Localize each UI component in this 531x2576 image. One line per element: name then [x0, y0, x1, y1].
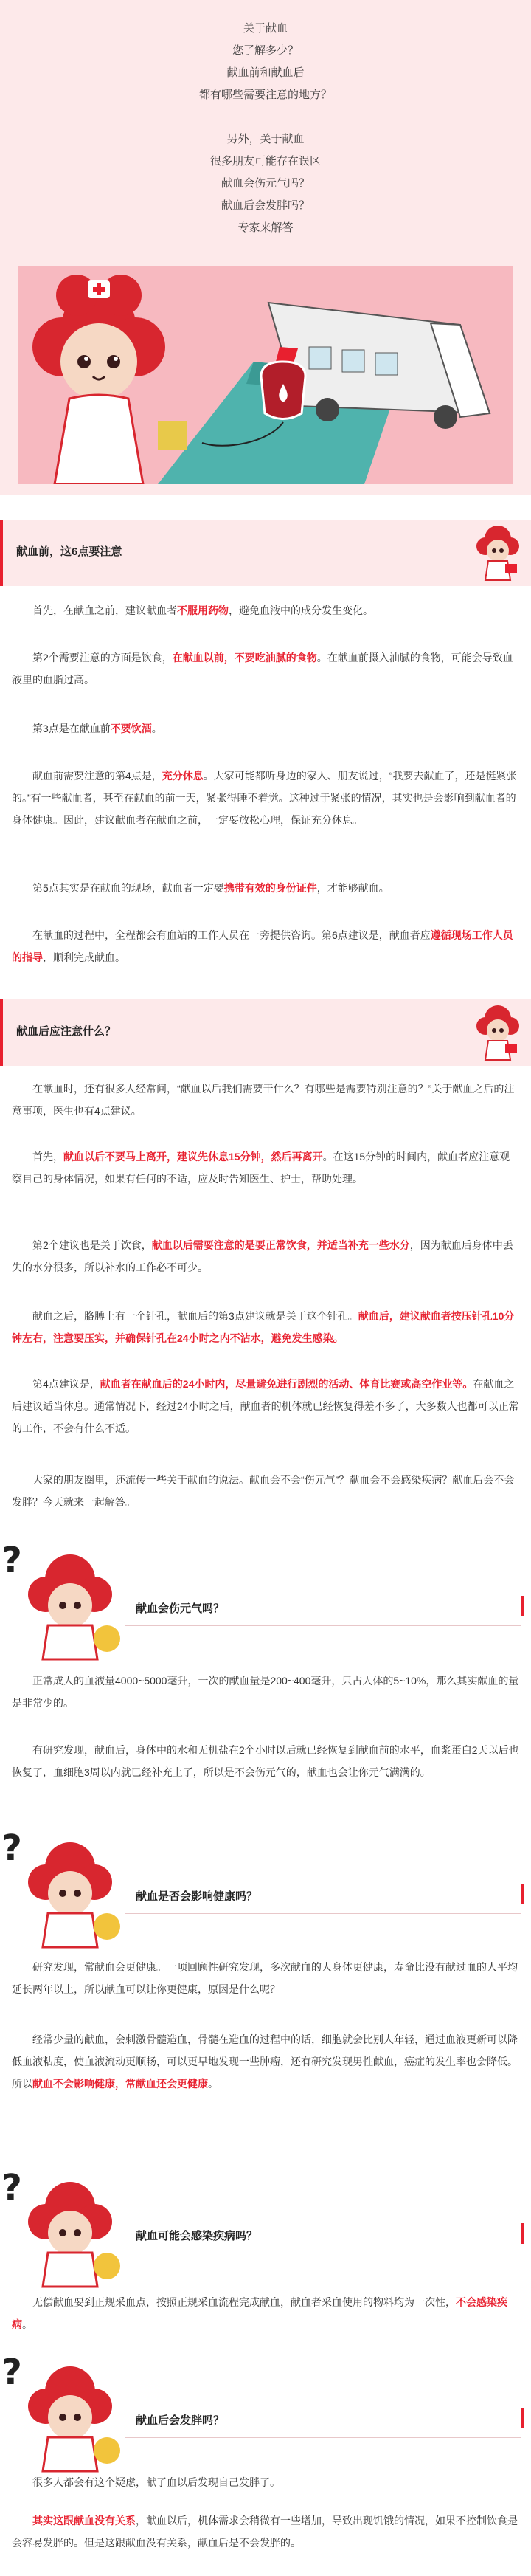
qa-header: [0, 2163, 531, 2288]
intro-line: 献血后会发胖吗？: [221, 199, 310, 212]
qa-header: [0, 1535, 531, 1661]
intro-line: 另外，关于献血: [226, 133, 305, 145]
qa-title: 献血会伤元气吗？: [136, 1602, 225, 1615]
paragraph: 大家的朋友圈里，还流传一些关于献血的说法。献血会不会“伤元气”？献血会不会感染疾病？献血后会不会发胖？今天就来一起解答。: [12, 1474, 515, 1508]
intro-line: 献血前和献血后: [226, 66, 305, 79]
divider: [125, 2437, 521, 2438]
paragraph: 第5点其实是在献血的现场，献血者一定要携带有效的身份证件，才能够献血。: [32, 882, 389, 894]
paragraph: 其实这跟献血没有关系，献血以后，机体需求会稍微有一些增加，导致出现饥饿的情况，如果不控制饮食是会容易发胖的。但是这跟献血没有关系，献血后是不会发胖的。: [12, 2515, 518, 2549]
intro-text: [0, 18, 531, 239]
divider: [125, 1625, 521, 1626]
intro-line: 很多朋友可能存在误区: [209, 155, 321, 168]
qa-title: 献血是否会影响健康吗？: [136, 1890, 258, 1903]
paragraph: 首先，献血以后不要马上离开，建议先休息15分钟，然后再离开。在这15分钟的时间内，献血者应注意观察自己的身体情况，如果有任何的不适，应及时告知医生、护士，帮助处理。: [12, 1151, 510, 1185]
intro-line: 关于献血: [243, 22, 288, 35]
paragraph: 第4点建议是，献血者在献血后的24小时内，尽量避免进行剧烈的活动、体育比赛或高空作业等。在献血之后建议适当休息。通常情况下，经过24小时之后，献血者的机体就已经恢复得差不多了，大多数人也都可以正常的工作，不会有什么不适。: [12, 1378, 519, 1434]
paragraph: 研究发现，常献血会更健康。一项回顾性研究发现，多次献血的人身体更健康，寿命比没有献过血的人平均延长两年以上，所以献血可以让你更健康，原因是什么呢？: [12, 1961, 518, 1995]
qa-header: [0, 1823, 531, 1949]
svg-text:?: ?: [1, 1828, 22, 1869]
accent-mark: [521, 2223, 524, 2244]
mascot-small-icon: [472, 1002, 524, 1061]
question-mascot-icon: [0, 1535, 125, 1661]
svg-text:?: ?: [1, 1540, 22, 1581]
paragraph: 有研究发现，献血后，身体中的水和无机盐在2个小时以后就已经恢复到献血前的水平，血浆蛋白2天以后也恢复了，血细胞3周以内就已经补充上了，所以是不会伤元气的，献血也会让你元气满满的。: [12, 1744, 519, 1778]
intro-block: [0, 0, 531, 495]
question-mascot-icon: [0, 2163, 125, 2288]
svg-text:?: ?: [1, 2352, 22, 2393]
mascot-small-icon: [472, 523, 524, 582]
paragraph: 很多人都会有这个疑虑，献了血以后发现自己发胖了。: [32, 2476, 280, 2488]
qa-header: [0, 2347, 531, 2473]
accent-mark: [521, 1596, 524, 1616]
accent-mark: [521, 2408, 524, 2428]
intro-line: 献血会伤元气吗？: [221, 177, 310, 190]
qa-title: 献血可能会感染疾病吗？: [136, 2230, 258, 2242]
section-header-before: [0, 520, 531, 586]
section-header-after: [0, 999, 531, 1066]
paragraph: 无偿献血要到正规采血点，按照正规采血流程完成献血，献血者采血使用的物料均为一次性，不会感染疾病。: [12, 2296, 507, 2330]
intro-line: 专家来解答: [237, 221, 294, 234]
question-mascot-icon: [0, 2347, 125, 2473]
section-title: 献血前，这6点要注意: [16, 545, 122, 558]
paragraph: 第2个建议也是关于饮食，献血以后需要注意的是要正常饮食，并适当补充一些水分，因为献血后身体中丢失的水分很多，所以补水的工作必不可少。: [12, 1239, 513, 1273]
paragraph: 献血前需要注意的第4点是，充分休息。大家可能都听身边的家人、朋友说过，“我要去献血了，还是挺紧张的。”有一些献血者，甚至在献血的前一天，紧张得睡不着觉。这种过于紧张的情况，其实也是会影响到献血者的身体健康。因此，建议献血者在献血之前，一定要放松心理，保证充分休息。: [12, 770, 517, 826]
blood-donation-illustration: [18, 266, 513, 484]
paragraph: 第3点是在献血前不要饮酒。: [32, 723, 162, 734]
paragraph: 正常成人的血液量4000~5000毫升，一次的献血量是200~400毫升，只占人体的5~10%，那么其实献血的量是非常少的。: [12, 1675, 519, 1709]
section-title: 献血后应注意什么？: [16, 1025, 117, 1038]
intro-line: 都有哪些需要注意的地方？: [198, 89, 332, 101]
mascot-icon: [32, 275, 187, 484]
qa-title: 献血后会发胖吗？: [136, 2414, 225, 2427]
accent-mark: [521, 1884, 524, 1904]
svg-text:?: ?: [1, 2167, 22, 2208]
intro-line: 您了解多少？: [232, 44, 299, 57]
paragraph: 在献血时，还有很多人经常问，“献血以后我们需要干什么？有哪些是需要特别注意的？”关于献血之后的注意事项，医生也有4点建议。: [12, 1083, 515, 1117]
divider: [125, 1913, 521, 1914]
paragraph: 经常少量的献血，会刺激骨髓造血，骨髓在造血的过程中的话，细胞就会比别人年轻，通过血液更新可以降低血液粘度，使血液流动更顺畅，可以更早地发现一些肿瘤，还有研究发现男性献血，癌症的发生率也会降低。所以献血不会影响健康，常献血还会更健康。: [12, 2033, 518, 2090]
paragraph: 献血之后，胳膊上有一个针孔，献血后的第3点建议就是关于这个针孔。献血后，建议献血者按压针孔10分钟左右，注意要压实，并确保针孔在24小时之内不沾水，避免发生感染。: [12, 1310, 515, 1344]
paragraph: 第2个需要注意的方面是饮食，在献血以前，不要吃油腻的食物。在献血前摄入油腻的食物，可能会导致血液里的血脂过高。: [12, 652, 513, 686]
paragraph: 在献血的过程中，全程都会有血站的工作人员在一旁提供咨询。第6点建议是，献血者应遵循现场工作人员的指导，顺利完成献血。: [12, 929, 513, 963]
question-mascot-icon: [0, 1823, 125, 1949]
paragraph: 首先，在献血之前，建议献血者不服用药物，避免血液中的成分发生变化。: [32, 605, 373, 616]
